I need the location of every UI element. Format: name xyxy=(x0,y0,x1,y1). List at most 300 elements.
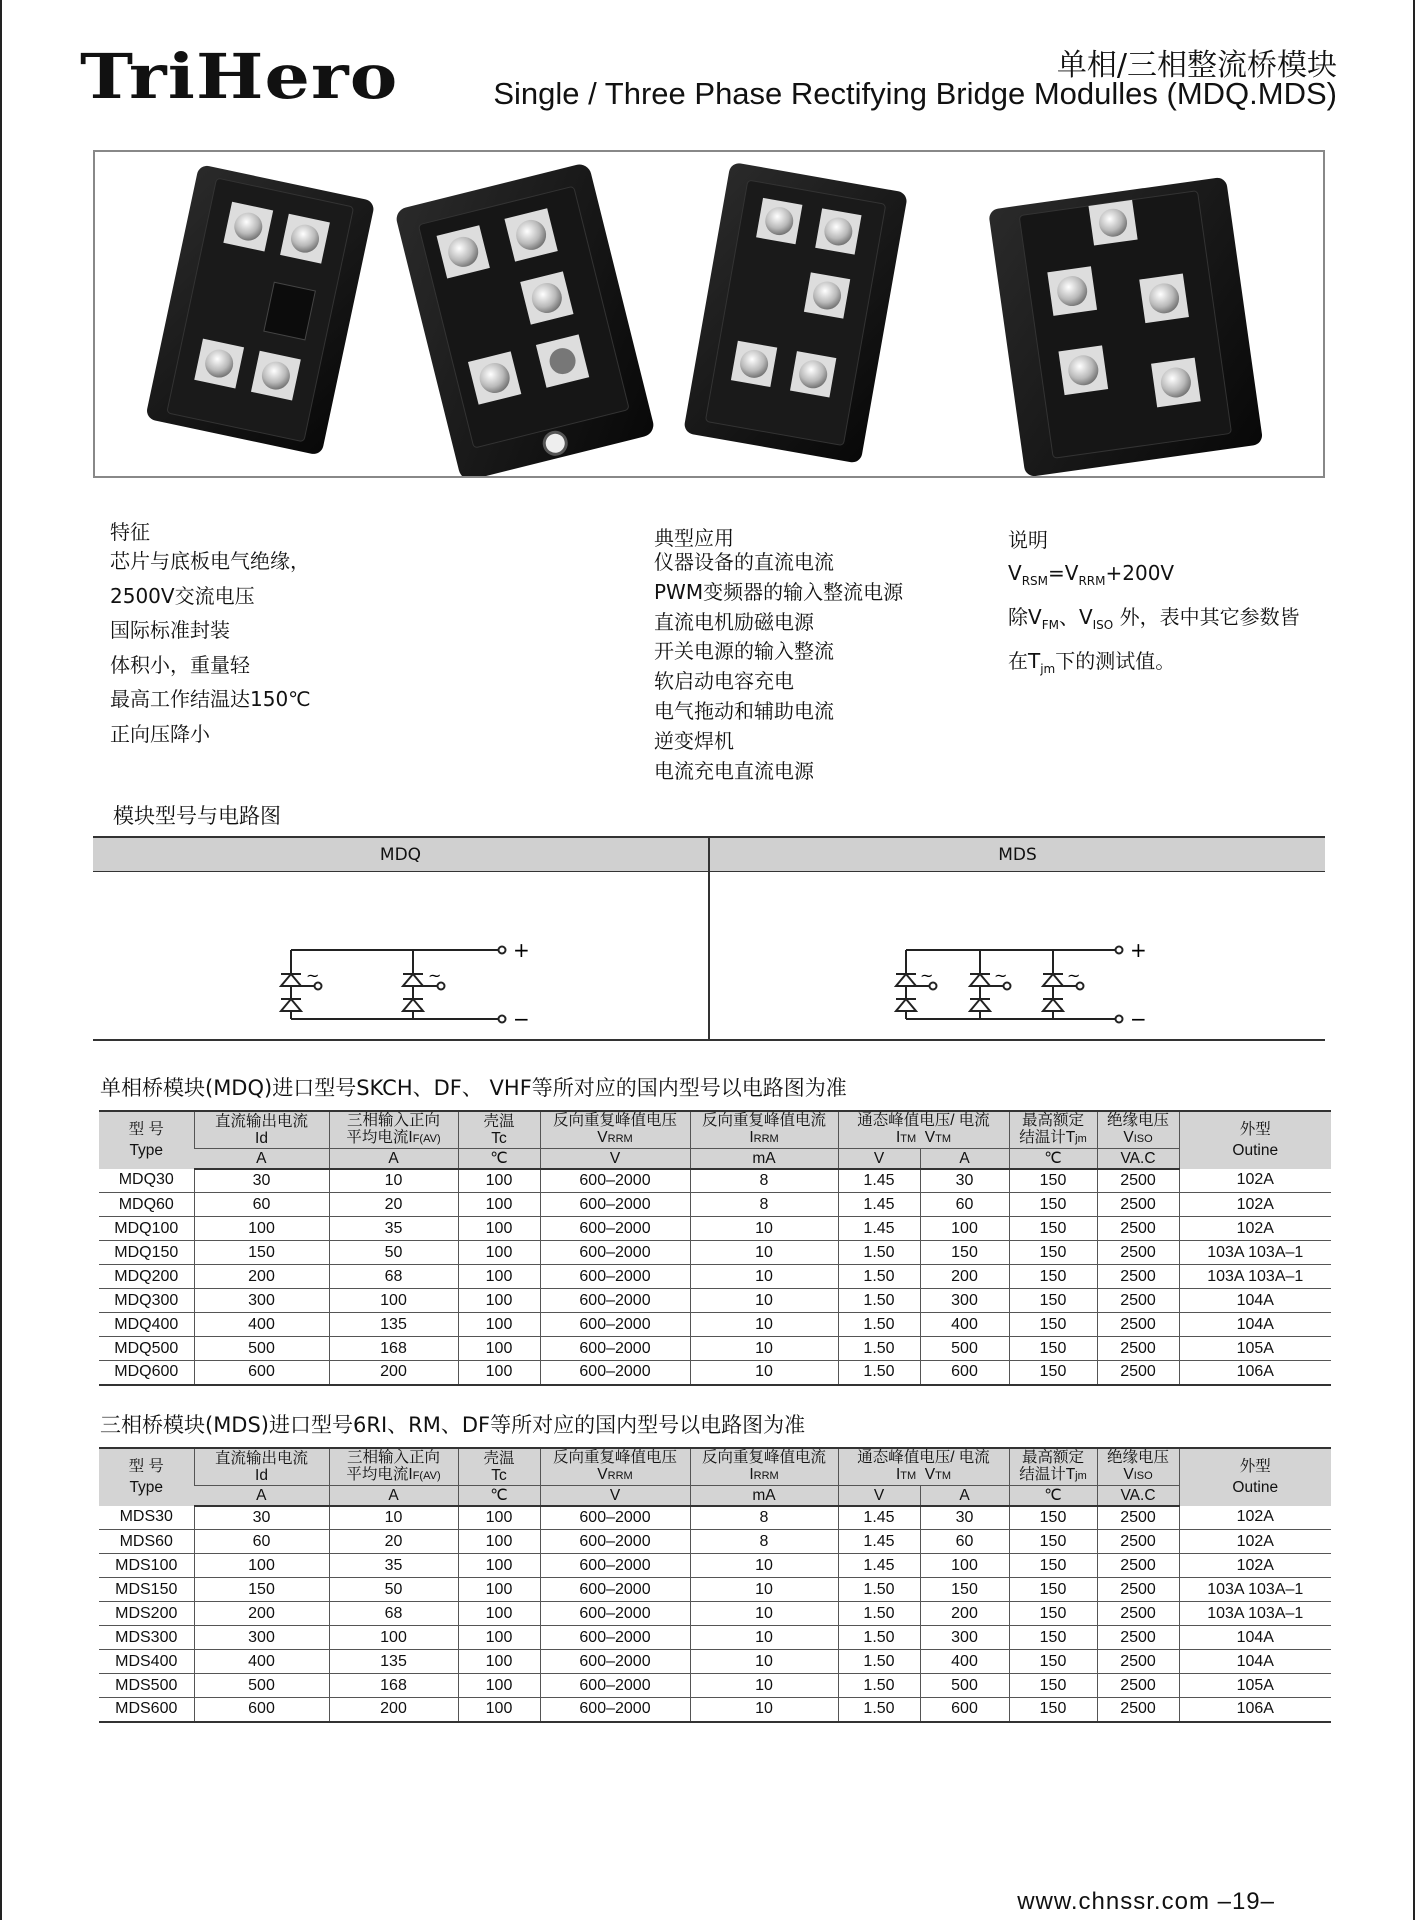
feature-item: 芯片与底板电气绝缘， xyxy=(110,549,310,573)
table-cell: 1.50 xyxy=(838,1289,920,1313)
table-cell: MDQ300 xyxy=(99,1289,194,1313)
notes-title: 说明 xyxy=(1008,528,1048,552)
feature-item: 体积小，重量轻 xyxy=(110,652,250,677)
table-row xyxy=(99,1337,1331,1361)
table-cell: 100 xyxy=(458,1193,540,1217)
features-title: 特征 xyxy=(110,520,150,544)
table-cell: 30 xyxy=(920,1169,1009,1193)
header-irrm: 反向重复峰值电流 IRRM xyxy=(690,1111,838,1149)
unit-cell: ℃ xyxy=(1009,1149,1097,1169)
table-cell: 150 xyxy=(1009,1626,1097,1650)
table-cell: 200 xyxy=(920,1265,1009,1289)
table-cell: 103A 103A–1 xyxy=(1179,1578,1331,1602)
table-cell: 100 xyxy=(458,1626,540,1650)
table-cell: MDS150 xyxy=(99,1578,194,1602)
table-cell: 100 xyxy=(458,1361,540,1385)
table-cell: 100 xyxy=(458,1506,540,1530)
header-id: 直流输出电流 Id xyxy=(194,1111,329,1149)
table-cell: MDQ200 xyxy=(99,1265,194,1289)
table-cell: 100 xyxy=(458,1337,540,1361)
table-cell: 35 xyxy=(329,1217,458,1241)
mds-circuit-diagram xyxy=(710,874,1325,1039)
table-cell: 60 xyxy=(194,1193,329,1217)
table-cell: 2500 xyxy=(1097,1361,1179,1385)
table-row xyxy=(99,1169,1331,1193)
table-cell: 600–2000 xyxy=(540,1674,690,1698)
table-cell: 150 xyxy=(1009,1650,1097,1674)
table-cell: 400 xyxy=(920,1650,1009,1674)
table-cell: 10 xyxy=(690,1554,838,1578)
table-cell: 600–2000 xyxy=(540,1289,690,1313)
table-cell: 8 xyxy=(690,1506,838,1530)
table-cell: 106A xyxy=(1179,1698,1331,1722)
mds-table-title: 三相桥模块(MDS)进口型号6RI、RM、DF等所对应的国内型号以电路图为准 xyxy=(100,1413,806,1437)
mdq-circuit-diagram xyxy=(93,874,708,1039)
table-cell: 102A xyxy=(1179,1530,1331,1554)
table-cell: 1.50 xyxy=(838,1265,920,1289)
table-cell: 104A xyxy=(1179,1313,1331,1337)
table-cell: 10 xyxy=(690,1602,838,1626)
table-cell: 10 xyxy=(690,1626,838,1650)
table-cell: 1.50 xyxy=(838,1241,920,1265)
table-row xyxy=(99,1289,1331,1313)
table-cell: 300 xyxy=(920,1289,1009,1313)
table-cell: 1.50 xyxy=(838,1626,920,1650)
note-line: $V_{RSM}=V_{RRM}+200V$ xyxy=(1008,561,1175,588)
table-cell: 100 xyxy=(458,1602,540,1626)
table-row xyxy=(99,1361,1331,1385)
table-cell: 500 xyxy=(920,1674,1009,1698)
table-cell: 100 xyxy=(194,1217,329,1241)
table-row xyxy=(99,1626,1331,1650)
header-tc: 壳温 Tc xyxy=(458,1448,540,1486)
table-cell: 1.50 xyxy=(838,1650,920,1674)
table-cell: 600–2000 xyxy=(540,1265,690,1289)
table-cell: 1.50 xyxy=(838,1337,920,1361)
table-cell: 10 xyxy=(690,1650,838,1674)
table-cell: 100 xyxy=(458,1554,540,1578)
mdq-spec-table xyxy=(99,1110,1331,1386)
table-cell: 8 xyxy=(690,1169,838,1193)
unit-cell: A xyxy=(920,1149,1009,1169)
feature-item: 正向压降小 xyxy=(110,721,210,746)
table-cell: 104A xyxy=(1179,1650,1331,1674)
table-cell: 20 xyxy=(329,1530,458,1554)
ac-terminal-label: ~ xyxy=(994,966,1008,985)
minus-terminal-label: − xyxy=(1130,1007,1147,1031)
table-cell: 102A xyxy=(1179,1554,1331,1578)
table-cell: 2500 xyxy=(1097,1530,1179,1554)
table-cell: 2500 xyxy=(1097,1506,1179,1530)
application-item: 直流电机励磁电源 xyxy=(654,609,814,634)
table-cell: 2500 xyxy=(1097,1289,1179,1313)
unit-cell: ℃ xyxy=(458,1149,540,1169)
table-cell: 104A xyxy=(1179,1626,1331,1650)
table-cell: 10 xyxy=(329,1506,458,1530)
table-cell: 600 xyxy=(920,1698,1009,1722)
table-row xyxy=(99,1217,1331,1241)
header-outline: 外型 Outine xyxy=(1179,1448,1331,1506)
mds-table-body xyxy=(99,1506,1331,1722)
circuit-diagram-panel xyxy=(93,836,1325,1041)
table-cell: 2500 xyxy=(1097,1265,1179,1289)
table-cell: 20 xyxy=(329,1193,458,1217)
table-cell: 10 xyxy=(690,1698,838,1722)
table-cell: 2500 xyxy=(1097,1602,1179,1626)
table-cell: 600–2000 xyxy=(540,1530,690,1554)
header-tjm: 最高额定 结温计Tjm xyxy=(1009,1111,1097,1149)
ac-terminal-label: ~ xyxy=(306,966,320,985)
table-cell: 2500 xyxy=(1097,1169,1179,1193)
table-cell: 1.50 xyxy=(838,1674,920,1698)
unit-cell: mA xyxy=(690,1149,838,1169)
table-cell: MDS600 xyxy=(99,1698,194,1722)
table-row xyxy=(99,1506,1331,1530)
table-row xyxy=(99,1530,1331,1554)
table-cell: 135 xyxy=(329,1313,458,1337)
table-row xyxy=(99,1578,1331,1602)
unit-cell: A xyxy=(920,1486,1009,1506)
product-photos xyxy=(95,152,1323,476)
table-row xyxy=(99,1241,1331,1265)
table-cell: 500 xyxy=(920,1337,1009,1361)
table-cell: 100 xyxy=(458,1650,540,1674)
table-cell: MDQ500 xyxy=(99,1337,194,1361)
table-cell: 150 xyxy=(1009,1337,1097,1361)
table-cell: 600–2000 xyxy=(540,1554,690,1578)
header-vrrm: 反向重复峰值电压 VRRM xyxy=(540,1111,690,1149)
unit-cell: V xyxy=(540,1486,690,1506)
table-cell: MDS400 xyxy=(99,1650,194,1674)
ac-terminal-label: ~ xyxy=(920,966,934,985)
table-cell: 2500 xyxy=(1097,1193,1179,1217)
feature-item: 最高工作结温达150℃ xyxy=(110,687,311,711)
table-cell: 200 xyxy=(920,1602,1009,1626)
table-cell: 10 xyxy=(690,1241,838,1265)
table-cell: 2500 xyxy=(1097,1698,1179,1722)
unit-cell: A xyxy=(194,1149,329,1169)
table-cell: 60 xyxy=(920,1193,1009,1217)
header-if: 三相输入正向 平均电流IF(AV) xyxy=(329,1111,458,1149)
table-cell: 105A xyxy=(1179,1674,1331,1698)
table-cell: 150 xyxy=(920,1578,1009,1602)
table-cell: 150 xyxy=(1009,1241,1097,1265)
table-cell: 100 xyxy=(458,1289,540,1313)
table-cell: 600–2000 xyxy=(540,1169,690,1193)
footer-page-number: –19– xyxy=(1217,1888,1275,1915)
table-cell: 68 xyxy=(329,1602,458,1626)
table-cell: 8 xyxy=(690,1193,838,1217)
header-tjm: 最高额定 结温计Tjm xyxy=(1009,1448,1097,1486)
table-cell: 2500 xyxy=(1097,1337,1179,1361)
table-cell: 150 xyxy=(1009,1674,1097,1698)
table-cell: 400 xyxy=(194,1650,329,1674)
table-cell: 150 xyxy=(1009,1361,1097,1385)
plus-terminal-label: + xyxy=(513,938,530,962)
feature-item: 2500V交流电压 xyxy=(110,583,255,608)
unit-cell: V xyxy=(838,1486,920,1506)
unit-cell: A xyxy=(194,1486,329,1506)
table-cell: 1.50 xyxy=(838,1698,920,1722)
table-cell: 100 xyxy=(920,1217,1009,1241)
table-cell: 600–2000 xyxy=(540,1313,690,1337)
table-cell: 150 xyxy=(1009,1313,1097,1337)
feature-item: 国际标准封装 xyxy=(110,618,230,642)
table-cell: 100 xyxy=(458,1241,540,1265)
unit-cell: ℃ xyxy=(1009,1486,1097,1506)
table-cell: 1.45 xyxy=(838,1217,920,1241)
table-cell: 600–2000 xyxy=(540,1217,690,1241)
table-cell: 50 xyxy=(329,1578,458,1602)
unit-cell: A xyxy=(329,1486,458,1506)
table-cell: 8 xyxy=(690,1530,838,1554)
table-cell: 10 xyxy=(690,1578,838,1602)
applications-list xyxy=(654,548,903,786)
header-id: 直流输出电流 Id xyxy=(194,1448,329,1486)
table-cell: 35 xyxy=(329,1554,458,1578)
unit-cell: V xyxy=(838,1149,920,1169)
unit-cell: VA.C xyxy=(1097,1149,1179,1169)
page-title-cn: 单相/三相整流桥模块 xyxy=(1056,48,1337,83)
table-cell: 600 xyxy=(920,1361,1009,1385)
header-type: 型 号 Type xyxy=(99,1111,194,1169)
table-cell: MDS200 xyxy=(99,1602,194,1626)
table-cell: MDQ400 xyxy=(99,1313,194,1337)
application-item: 开关电源的输入整流 xyxy=(654,639,834,664)
table-cell: MDQ100 xyxy=(99,1217,194,1241)
table-cell: 1.45 xyxy=(838,1169,920,1193)
table-cell: 2500 xyxy=(1097,1578,1179,1602)
applications-title: 典型应用 xyxy=(654,526,734,550)
header-vtm: 通态峰值电压/ 电流 ITM VTM xyxy=(838,1111,1009,1149)
table-cell: 150 xyxy=(1009,1698,1097,1722)
table-cell: 1.50 xyxy=(838,1313,920,1337)
table-cell: 103A 103A–1 xyxy=(1179,1602,1331,1626)
table-cell: MDQ60 xyxy=(99,1193,194,1217)
table-cell: 100 xyxy=(458,1313,540,1337)
table-cell: 600–2000 xyxy=(540,1626,690,1650)
table-cell: 100 xyxy=(458,1530,540,1554)
table-cell: 150 xyxy=(920,1241,1009,1265)
table-cell: 100 xyxy=(458,1217,540,1241)
table-cell: 104A xyxy=(1179,1289,1331,1313)
circuit-label-mds: MDS xyxy=(710,838,1325,872)
table-cell: 102A xyxy=(1179,1169,1331,1193)
footer-url: www.chnssr.com xyxy=(1017,1888,1210,1915)
table-cell: 150 xyxy=(1009,1506,1097,1530)
table-cell: 600–2000 xyxy=(540,1193,690,1217)
table-cell: 168 xyxy=(329,1674,458,1698)
table-cell: 1.45 xyxy=(838,1193,920,1217)
module-photo-2 xyxy=(394,162,656,476)
table-cell: 200 xyxy=(194,1602,329,1626)
table-cell: 150 xyxy=(1009,1169,1097,1193)
table-cell: 105A xyxy=(1179,1337,1331,1361)
table-cell: 2500 xyxy=(1097,1626,1179,1650)
table-cell: 600–2000 xyxy=(540,1337,690,1361)
table-cell: 600–2000 xyxy=(540,1506,690,1530)
table-cell: 500 xyxy=(194,1337,329,1361)
table-cell: 100 xyxy=(458,1698,540,1722)
table-cell: 2500 xyxy=(1097,1650,1179,1674)
table-cell: 500 xyxy=(194,1674,329,1698)
table-cell: 150 xyxy=(194,1241,329,1265)
table-cell: MDS100 xyxy=(99,1554,194,1578)
unit-cell: mA xyxy=(690,1486,838,1506)
header-vrrm: 反向重复峰值电压 VRRM xyxy=(540,1448,690,1486)
table-cell: 150 xyxy=(194,1578,329,1602)
table-cell: 135 xyxy=(329,1650,458,1674)
table-cell: 400 xyxy=(194,1313,329,1337)
table-cell: 102A xyxy=(1179,1193,1331,1217)
table-cell: 106A xyxy=(1179,1361,1331,1385)
header-vtm: 通态峰值电压/ 电流 ITM VTM xyxy=(838,1448,1009,1486)
minus-terminal-label: − xyxy=(513,1007,530,1031)
module-photo-4 xyxy=(988,177,1263,476)
table-cell: 2500 xyxy=(1097,1674,1179,1698)
module-photo-3 xyxy=(683,162,908,464)
header-viso: 绝缘电压 VISO xyxy=(1097,1448,1179,1486)
table-cell: 2500 xyxy=(1097,1241,1179,1265)
header-if: 三相输入正向 平均电流IF(AV) xyxy=(329,1448,458,1486)
table-cell: 60 xyxy=(920,1530,1009,1554)
table-cell: 150 xyxy=(1009,1193,1097,1217)
table-cell: 150 xyxy=(1009,1578,1097,1602)
table-cell: MDQ150 xyxy=(99,1241,194,1265)
table-cell: 300 xyxy=(920,1626,1009,1650)
brand-logo: TriHero xyxy=(80,40,399,113)
table-cell: 1.50 xyxy=(838,1602,920,1626)
header-outline: 外型 Outine xyxy=(1179,1111,1331,1169)
application-item: PWM变频器的输入整流电源 xyxy=(654,579,904,604)
table-cell: 150 xyxy=(1009,1602,1097,1626)
table-cell: 600–2000 xyxy=(540,1578,690,1602)
table-cell: 168 xyxy=(329,1337,458,1361)
table-cell: MDS60 xyxy=(99,1530,194,1554)
table-cell: 600 xyxy=(194,1698,329,1722)
table-cell: 100 xyxy=(458,1674,540,1698)
table-cell: MDS300 xyxy=(99,1626,194,1650)
application-item: 仪器设备的直流电流 xyxy=(654,550,834,574)
table-cell: 150 xyxy=(1009,1217,1097,1241)
table-row xyxy=(99,1554,1331,1578)
table-cell: 10 xyxy=(690,1337,838,1361)
table-row xyxy=(99,1602,1331,1626)
table-row xyxy=(99,1674,1331,1698)
unit-cell: VA.C xyxy=(1097,1486,1179,1506)
table-cell: 1.45 xyxy=(838,1506,920,1530)
table-cell: MDS500 xyxy=(99,1674,194,1698)
table-row xyxy=(99,1650,1331,1674)
header-type: 型 号 Type xyxy=(99,1448,194,1506)
note-line: 除$V_{FM}$、$V_{ISO}$ 外，表中其它参数皆 xyxy=(1008,605,1300,632)
circuit-label-mdq: MDQ xyxy=(93,838,708,872)
table-cell: 10 xyxy=(690,1674,838,1698)
table-cell: 1.50 xyxy=(838,1578,920,1602)
table-cell: 1.50 xyxy=(838,1361,920,1385)
plus-terminal-label: + xyxy=(1130,938,1147,962)
table-cell: 100 xyxy=(329,1626,458,1650)
table-cell: 102A xyxy=(1179,1217,1331,1241)
table-cell: 150 xyxy=(1009,1554,1097,1578)
table-cell: 2500 xyxy=(1097,1313,1179,1337)
table-row xyxy=(99,1698,1331,1722)
table-cell: 1.45 xyxy=(838,1554,920,1578)
table-cell: 400 xyxy=(920,1313,1009,1337)
note-line: 在$T_{jm}$下的测试值。 xyxy=(1008,649,1176,676)
table-cell: 2500 xyxy=(1097,1554,1179,1578)
header-irrm: 反向重复峰值电流 IRRM xyxy=(690,1448,838,1486)
product-photo-panel xyxy=(93,150,1325,478)
mdq-table-body xyxy=(99,1169,1331,1385)
table-cell: 600–2000 xyxy=(540,1602,690,1626)
mds-spec-table xyxy=(99,1447,1331,1723)
table-cell: 100 xyxy=(920,1554,1009,1578)
table-cell: 300 xyxy=(194,1626,329,1650)
unit-cell: V xyxy=(540,1149,690,1169)
table-cell: 150 xyxy=(1009,1265,1097,1289)
table-cell: 68 xyxy=(329,1265,458,1289)
table-cell: 60 xyxy=(194,1530,329,1554)
table-cell: 100 xyxy=(458,1578,540,1602)
table-cell: 50 xyxy=(329,1241,458,1265)
table-cell: 30 xyxy=(194,1169,329,1193)
table-cell: 200 xyxy=(194,1265,329,1289)
application-item: 逆变焊机 xyxy=(654,728,734,753)
table-cell: 100 xyxy=(194,1554,329,1578)
table-cell: 1.45 xyxy=(838,1530,920,1554)
mdq-table-title: 单相桥模块(MDQ)进口型号SKCH、DF、 VHF等所对应的国内型号以电路图为准 xyxy=(100,1076,847,1100)
ac-terminal-label: ~ xyxy=(1067,966,1081,985)
table-cell: 10 xyxy=(690,1217,838,1241)
table-cell: 600–2000 xyxy=(540,1698,690,1722)
table-cell: 600–2000 xyxy=(540,1650,690,1674)
table-cell: 600 xyxy=(194,1361,329,1385)
table-cell: 200 xyxy=(329,1698,458,1722)
table-cell: MDQ600 xyxy=(99,1361,194,1385)
table-cell: 150 xyxy=(1009,1289,1097,1313)
table-cell: 103A 103A–1 xyxy=(1179,1265,1331,1289)
table-cell: 103A 103A–1 xyxy=(1179,1241,1331,1265)
table-cell: 30 xyxy=(920,1506,1009,1530)
header-tc: 壳温 Tc xyxy=(458,1111,540,1149)
table-cell: 102A xyxy=(1179,1506,1331,1530)
table-cell: MDS30 xyxy=(99,1506,194,1530)
table-cell: 10 xyxy=(329,1169,458,1193)
unit-cell: A xyxy=(329,1149,458,1169)
table-cell: 10 xyxy=(690,1289,838,1313)
table-cell: 2500 xyxy=(1097,1217,1179,1241)
table-cell: 30 xyxy=(194,1506,329,1530)
table-cell: 300 xyxy=(194,1289,329,1313)
ac-terminal-label: ~ xyxy=(428,966,442,985)
table-row xyxy=(99,1313,1331,1337)
header-viso: 绝缘电压 VISO xyxy=(1097,1111,1179,1149)
page-title-en: Single / Three Phase Rectifying Bridge Modulles (MDQ.MDS) xyxy=(493,76,1337,111)
unit-cell: ℃ xyxy=(458,1486,540,1506)
table-cell: 600–2000 xyxy=(540,1361,690,1385)
table-cell: 200 xyxy=(329,1361,458,1385)
table-row xyxy=(99,1265,1331,1289)
table-cell: 600–2000 xyxy=(540,1241,690,1265)
table-cell: 100 xyxy=(458,1265,540,1289)
table-cell: MDQ30 xyxy=(99,1169,194,1193)
table-cell: 100 xyxy=(458,1169,540,1193)
notes-list xyxy=(1008,555,1300,687)
table-row xyxy=(99,1193,1331,1217)
application-item: 电气拖动和辅助电流 xyxy=(654,698,834,723)
application-item: 电流充电直流电源 xyxy=(654,758,814,783)
